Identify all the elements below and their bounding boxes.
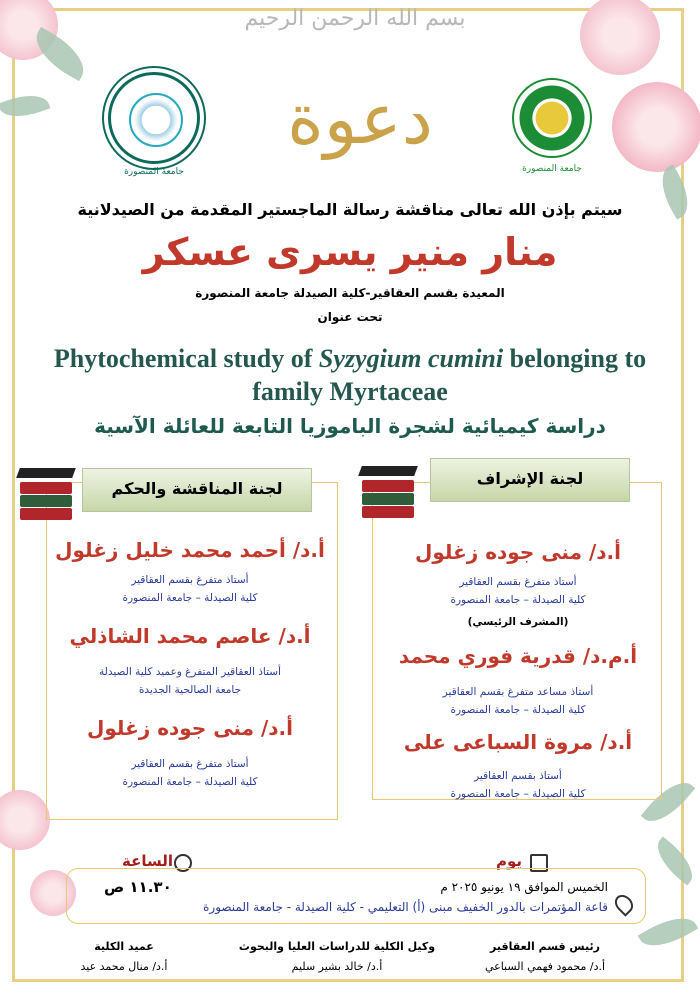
sup-member-1-name: أ.د/ منى جوده زغلول (415, 540, 621, 564)
event-date: الخميس الموافق ١٩ يونيو ٢٠٢٥ م (440, 880, 608, 894)
sup-member-3-name: أ.د/ مروة السباعى على (403, 730, 633, 754)
thesis-title-ar: دراسة كيميائية لشجرة الباموزيا التابعة للعائلة الآسية (94, 414, 606, 438)
signature-name-vice-dean: أ.د/ خالد بشير سليم (291, 960, 383, 973)
signature-name-dean: أ.د/ منال محمد عيد (80, 960, 168, 973)
exam-member-1-name: أ.د/ أحمد محمد خليل زغلول (55, 538, 325, 562)
sup-member-1-affiliation: كلية الصيدلة – جامعة المنصورة (450, 594, 586, 606)
thesis-en-part2: belonging to family Myrtaceae (252, 344, 647, 406)
event-time: ١١.٣٠ ص (104, 878, 172, 896)
sup-member-3-affiliation: كلية الصيدلة – جامعة المنصورة (450, 788, 586, 800)
day-label: يوم (496, 852, 523, 870)
exam-member-2-position: أستاذ العقاقير المتفرغ وعميد كلية الصيدلة (99, 666, 281, 678)
university-logo-right (512, 78, 592, 174)
supervision-committee-title: لجنة الإشراف (430, 458, 630, 502)
exam-member-1-position: أستاذ متفرغ بقسم العقاقير (131, 574, 249, 586)
exam-member-2-name: أ.د/ عاصم محمد الشاذلي (69, 624, 311, 648)
sup-member-2-affiliation: كلية الصيدلة – جامعة المنصورة (450, 704, 586, 716)
sup-member-3-position: أستاذ بقسم العقاقير (474, 770, 562, 782)
thesis-en-italic: Syzygium cumini (318, 344, 504, 373)
sup-member-1-position: أستاذ متفرغ بقسم العقاقير (459, 576, 577, 588)
exam-member-3-position: أستاذ متفرغ بقسم العقاقير (131, 758, 249, 770)
exam-member-2-affiliation: جامعة الصالحية الجديدة (138, 684, 242, 696)
candidate-affiliation: المعيدة بقسم العقاقير-كلية الصيدلة جامعة المنصورة (195, 286, 505, 300)
thesis-title-en (20, 342, 680, 408)
logo-left-caption: جامعة المنصورة (124, 167, 184, 177)
exam-member-3-name: أ.د/ منى جوده زغلول (87, 716, 293, 740)
candidate-name: منار منير يسرى عسكر (142, 230, 558, 274)
signature-title-vice-dean: وكيل الكلية للدراسات العليا والبحوث (238, 940, 436, 953)
exam-member-1-affiliation: كلية الصيدلة – جامعة المنصورة (122, 592, 258, 604)
time-label: الساعة (122, 852, 174, 870)
under-title-label: تحت عنوان (317, 310, 383, 324)
sup-member-2-position: أستاذ مساعد متفرغ بقسم العقاقير (442, 686, 594, 698)
intro-line: سيتم بإذن الله تعالى مناقشة رسالة الماجستير المقدمة من الصيدلانية (77, 200, 623, 219)
thesis-en-part1: Phytochemical study of (53, 344, 319, 373)
books-graduation-icon (356, 462, 418, 516)
logo-right-caption: جامعة المنصورة (522, 164, 582, 174)
books-graduation-icon (14, 464, 76, 518)
university-logo-left (108, 72, 200, 177)
event-place: قاعة المؤتمرات بالدور الخفيف مبنى (أ) التعليمي - كلية الصيدلة - جامعة المنصورة (203, 900, 608, 914)
basmala: بسم الله الرحمن الرحيم (244, 6, 466, 31)
pink-flower-right (612, 82, 700, 172)
signature-title-department-head: رئيس قسم العقاقير (490, 940, 600, 953)
sup-member-1-note: (المشرف الرئيسي) (467, 616, 569, 628)
exam-member-3-affiliation: كلية الصيدلة – جامعة المنصورة (122, 776, 258, 788)
logo-emblem (129, 93, 183, 147)
signature-title-dean: عميد الكلية (94, 940, 154, 953)
invitation-title: دعوة (287, 78, 433, 160)
sup-member-2-name: أ.م.د/ قدرية فوري محمد (398, 644, 638, 668)
signature-name-department-head: أ.د/ محمود فهمي السباعي (484, 960, 606, 973)
examination-committee-title: لجنة المناقشة والحكم (82, 468, 312, 512)
event-details-box (66, 868, 646, 924)
